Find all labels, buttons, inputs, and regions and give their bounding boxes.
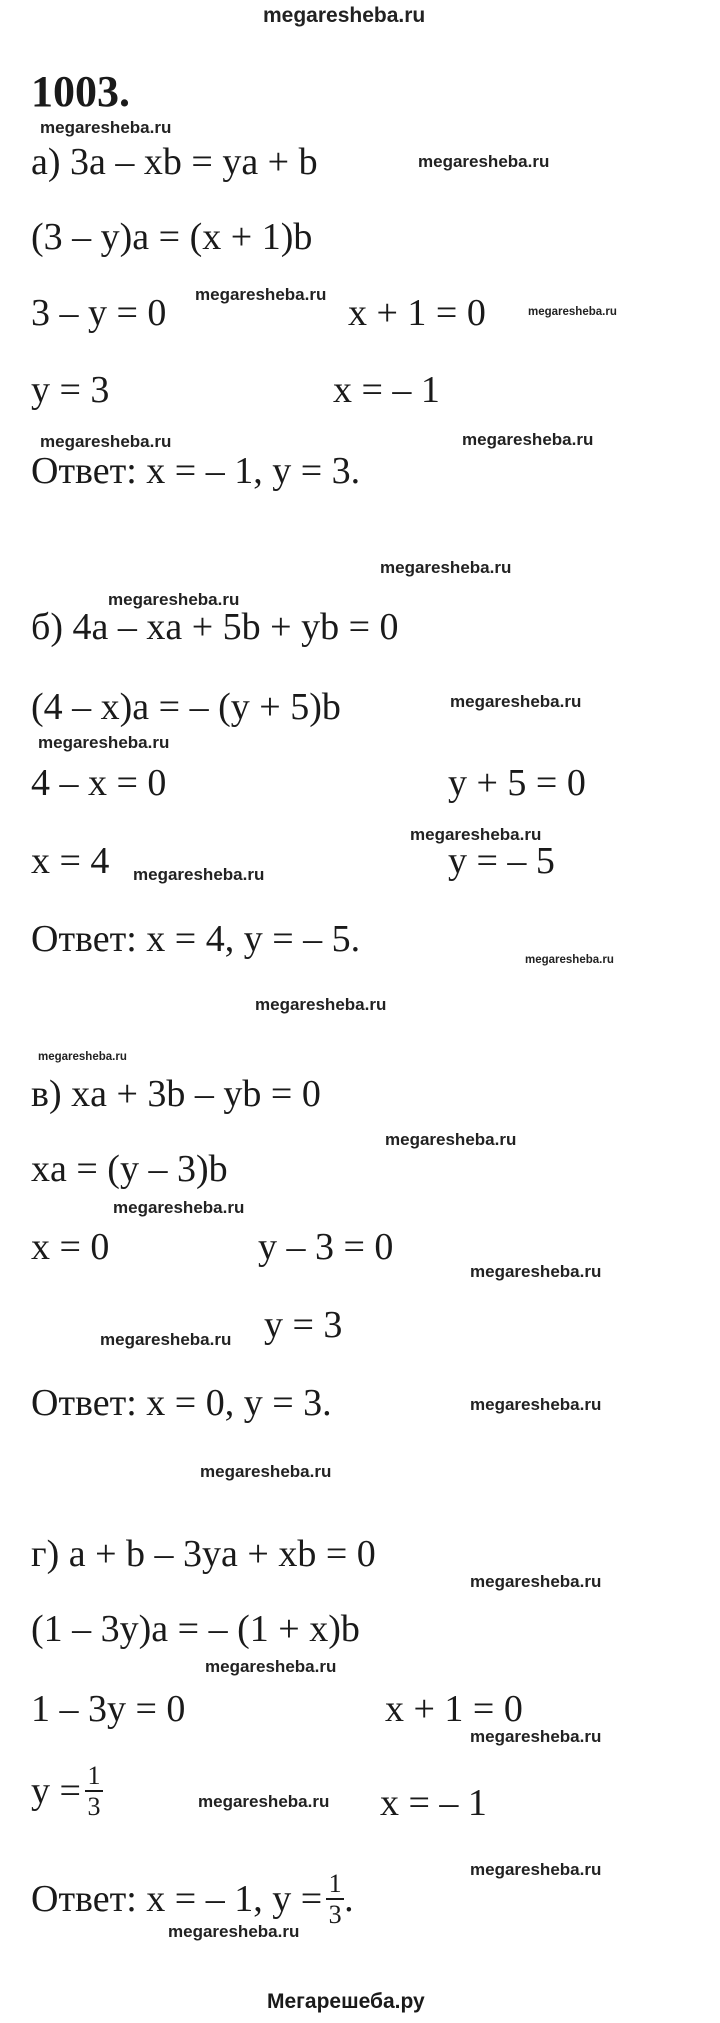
part-b-condition-2: y + 5 = 0: [448, 762, 586, 804]
watermark: megaresheba.ru: [38, 733, 170, 752]
watermark: megaresheba.ru: [450, 692, 582, 711]
part-v-answer: Ответ: x = 0, y = 3.: [31, 1382, 332, 1424]
watermark: megaresheba.ru: [205, 1657, 337, 1676]
watermark: megaresheba.ru: [198, 1792, 330, 1811]
watermark: megaresheba.ru: [418, 152, 550, 171]
answer-fraction-one-third: [326, 1870, 344, 1929]
part-v-condition-2: y – 3 = 0: [258, 1226, 394, 1268]
watermark: megaresheba.ru: [462, 430, 594, 449]
part-g-equation: г) a + b – 3ya + xb = 0: [31, 1533, 376, 1575]
part-b-factored: (4 – x)a = – (y + 5)b: [31, 686, 341, 728]
part-g-solution-y: [31, 1762, 103, 1821]
part-b-solution-x: x = 4: [31, 840, 110, 882]
part-g-condition-2: x + 1 = 0: [385, 1688, 523, 1730]
watermark: megaresheba.ru: [470, 1860, 602, 1879]
fraction-one-third: [85, 1762, 103, 1821]
watermark: megaresheba.ru: [168, 1922, 300, 1941]
part-a-condition-2: x + 1 = 0: [348, 292, 486, 334]
part-a-equation: а) 3a – xb = ya + b: [31, 141, 318, 183]
watermark: megaresheba.ru: [195, 285, 327, 304]
watermark: megaresheba.ru: [470, 1727, 602, 1746]
watermark: megaresheba.ru: [385, 1130, 517, 1149]
part-a-solution-x: x = – 1: [333, 369, 440, 411]
watermark: megaresheba.ru: [133, 865, 265, 884]
watermark: megaresheba.ru: [113, 1198, 245, 1217]
part-g-answer-prefix: Ответ: x = – 1, y =: [31, 1878, 323, 1921]
part-a-answer: Ответ: x = – 1, y = 3.: [31, 450, 361, 492]
fraction-numerator: 1: [87, 1761, 101, 1790]
watermark: megaresheba.ru: [38, 1051, 127, 1063]
watermark: megaresheba.ru: [100, 1330, 232, 1349]
part-g-condition-1: 1 – 3y = 0: [31, 1688, 186, 1730]
part-v-equation: в) xa + 3b – yb = 0: [31, 1073, 321, 1115]
part-g-solution-x: x = – 1: [380, 1782, 487, 1824]
watermark: megaresheba.ru: [255, 995, 387, 1014]
part-b-condition-1: 4 – x = 0: [31, 762, 167, 804]
problem-number: 1003.: [31, 67, 130, 116]
watermark: megaresheba.ru: [200, 1462, 332, 1481]
watermark: megaresheba.ru: [528, 306, 617, 318]
part-v-factored: xa = (y – 3)b: [31, 1148, 228, 1190]
site-footer: Мегарешеба.ру: [267, 1990, 425, 2013]
part-v-condition-1: x = 0: [31, 1226, 110, 1268]
watermark: megaresheba.ru: [108, 590, 240, 609]
watermark: megaresheba.ru: [470, 1395, 602, 1414]
site-header: megaresheba.ru: [263, 4, 426, 27]
answer-fraction-denominator: 3: [328, 1900, 342, 1930]
watermark: megaresheba.ru: [380, 558, 512, 577]
fraction-denominator: 3: [87, 1792, 101, 1822]
answer-fraction-numerator: 1: [328, 1869, 342, 1898]
watermark: megaresheba.ru: [40, 118, 172, 137]
part-b-answer: Ответ: x = 4, y = – 5.: [31, 918, 361, 960]
part-b-solution-y: y = – 5: [448, 840, 555, 882]
watermark: megaresheba.ru: [410, 825, 542, 844]
part-g-answer-suffix: .: [344, 1878, 354, 1921]
part-g-solution-y-prefix: y =: [31, 1770, 81, 1813]
part-g-factored: (1 – 3y)a = – (1 + x)b: [31, 1608, 360, 1650]
watermark: megaresheba.ru: [40, 432, 172, 451]
part-v-solution-y: y = 3: [264, 1304, 343, 1346]
watermark: megaresheba.ru: [470, 1262, 602, 1281]
part-a-solution-y: y = 3: [31, 369, 110, 411]
watermark: megaresheba.ru: [470, 1572, 602, 1591]
part-a-factored: (3 – y)a = (x + 1)b: [31, 216, 313, 258]
watermark: megaresheba.ru: [525, 954, 614, 966]
part-b-equation: б) 4a – xa + 5b + yb = 0: [31, 606, 399, 648]
part-g-answer: [31, 1870, 354, 1929]
part-a-condition-1: 3 – y = 0: [31, 292, 167, 334]
